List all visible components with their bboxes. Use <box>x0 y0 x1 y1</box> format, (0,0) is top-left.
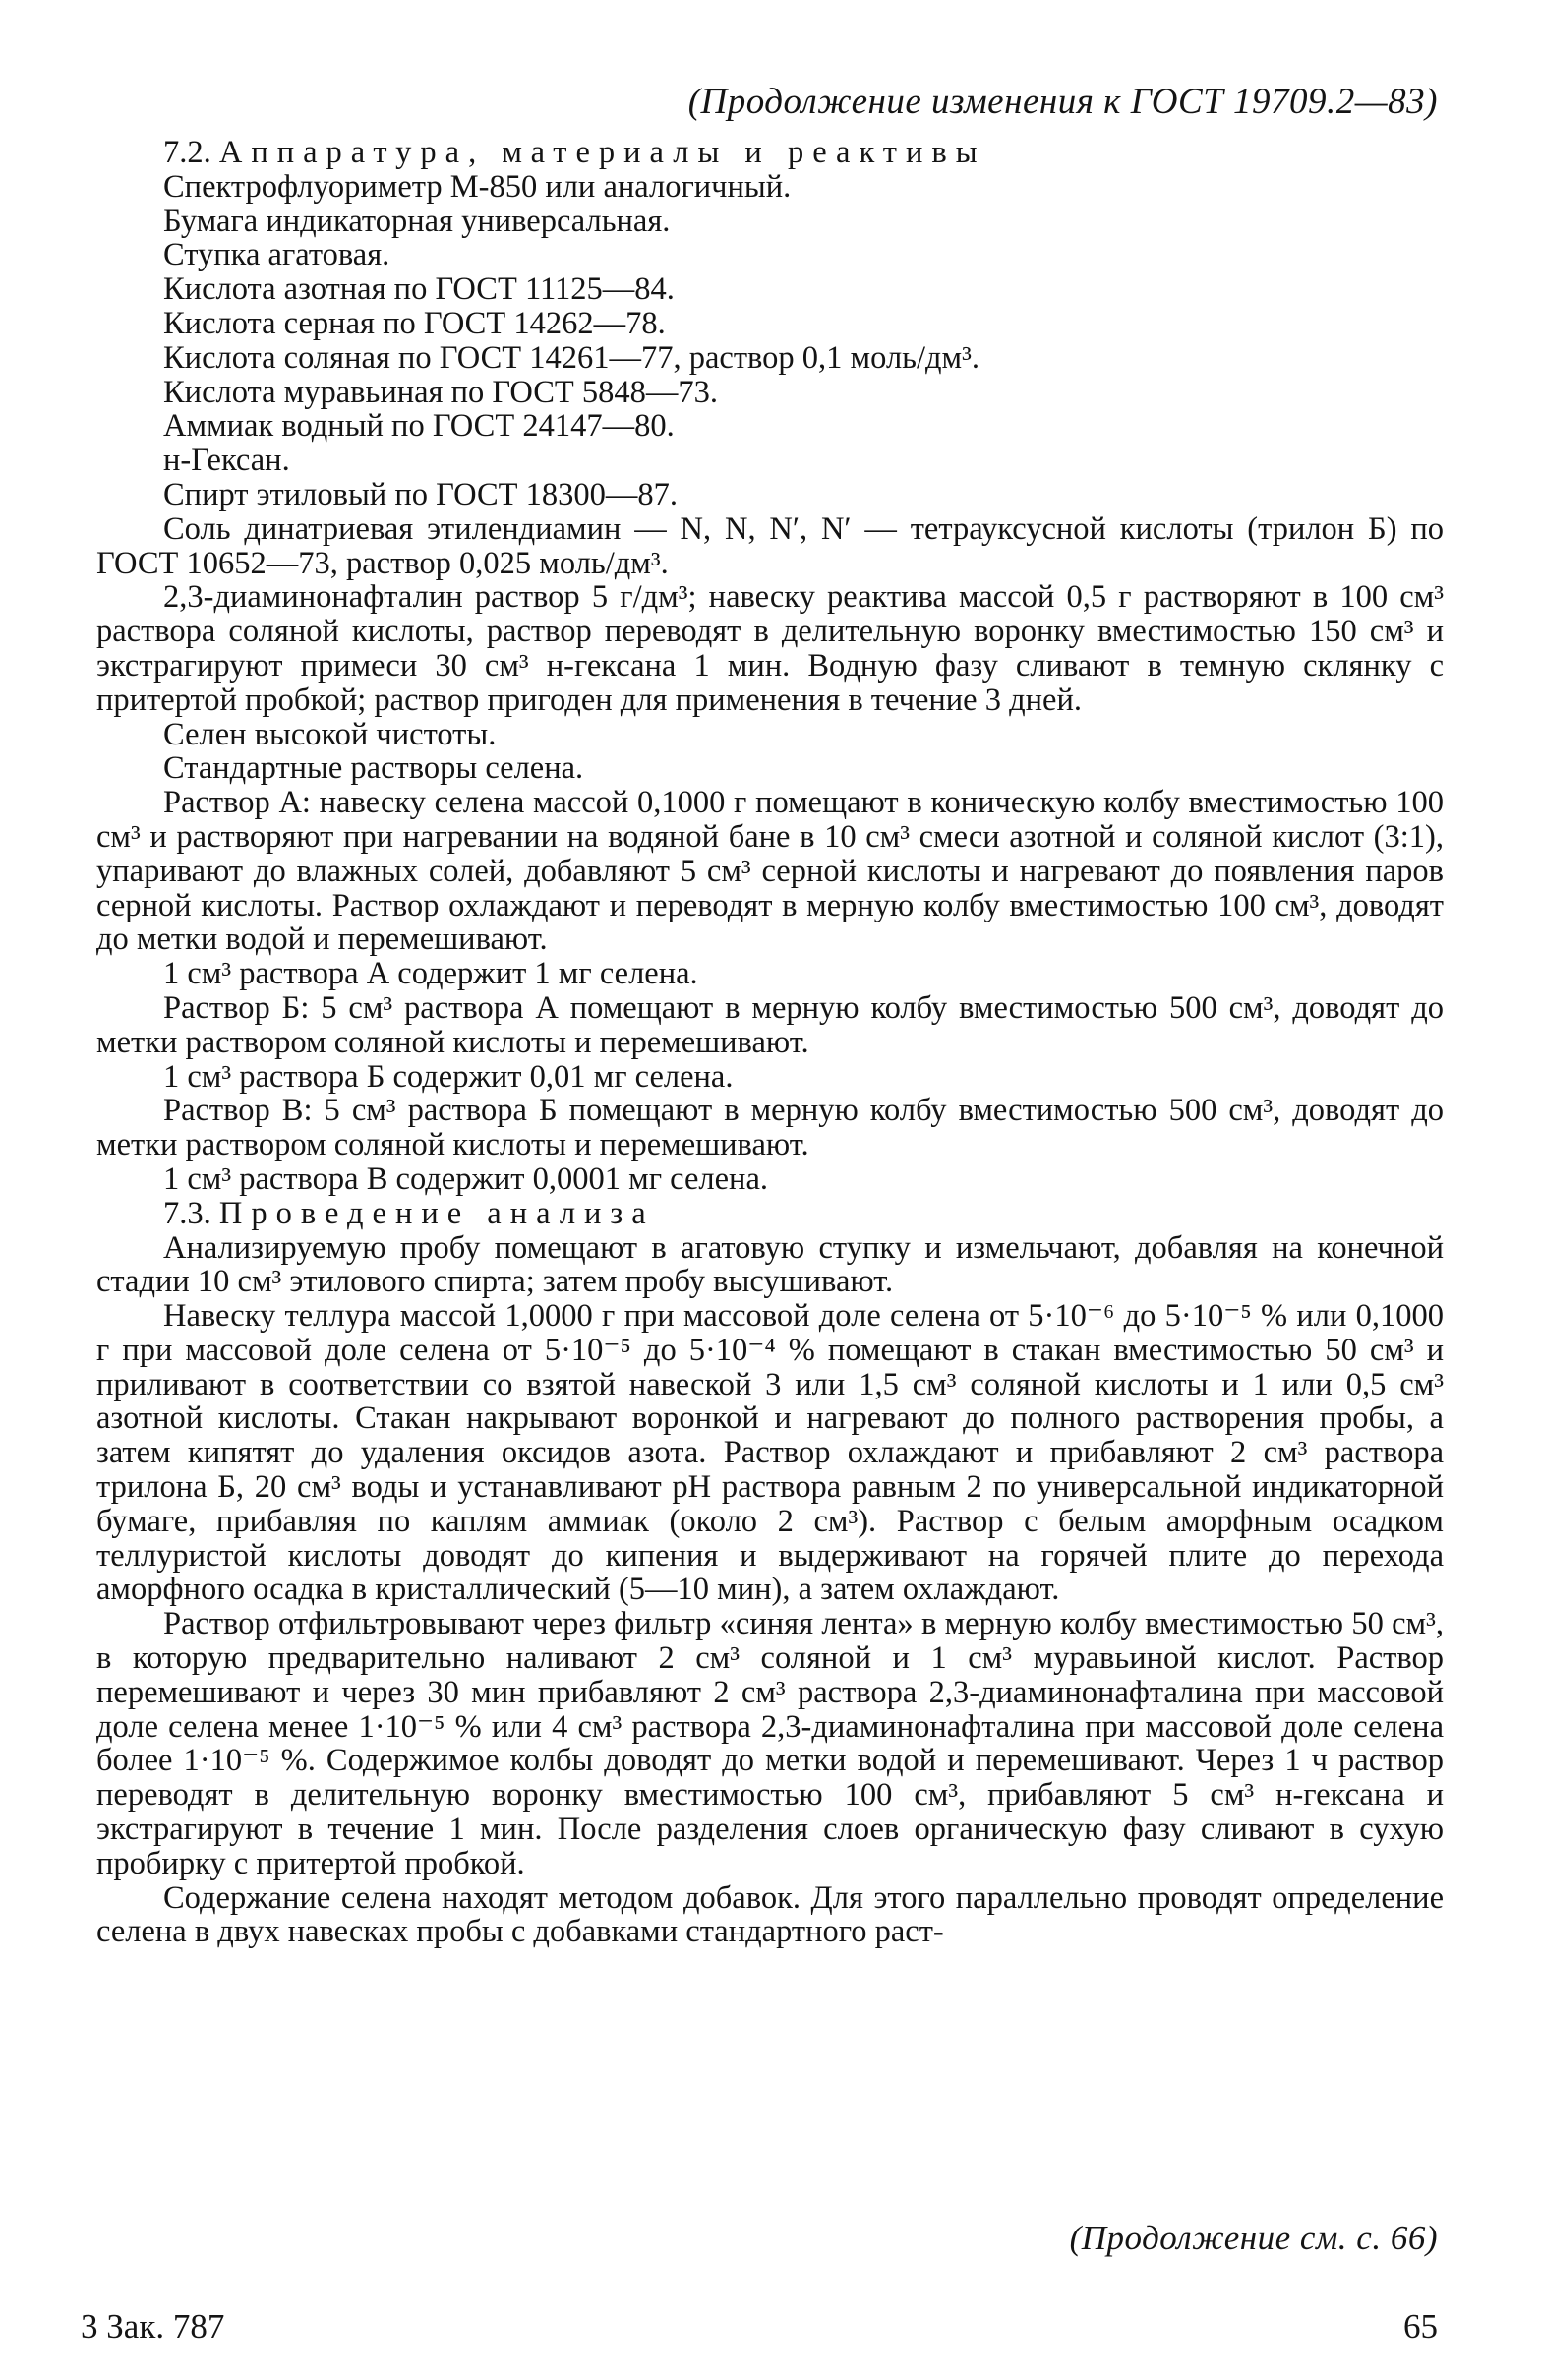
document-body <box>96 136 1444 1949</box>
paragraph: Ступка агатовая. <box>163 237 390 273</box>
page-header: (Продолжение изменения к ГОСТ 19709.2—83) <box>687 82 1438 122</box>
continuation-note: (Продолжение см. с. 66) <box>1069 2219 1438 2257</box>
section-heading-7-2 <box>96 136 1444 170</box>
paragraph: Кислота муравьиная по ГОСТ 5848—73. <box>163 374 719 410</box>
paragraph: Селен высокой чистоты. <box>163 716 497 752</box>
paragraph: Спектрофлуориметр М-850 или аналогичный. <box>163 168 792 205</box>
paragraph: Стандартные растворы селена. <box>163 750 584 787</box>
paragraph: 1 см³ раствора В содержит 0,0001 мг селена. <box>163 1160 768 1197</box>
paragraph: Раствор А: навеску селена массой 0,1000 г помещают в коническую колбу вместимостью 100 см³ и растворяют при нагревании на водяной бане в 10 см³ смеси азотной и соляной кислот (3:1), упаривают до влажных солей, добавляют 5 см³ серной кислоты и нагревают до появления паров серной кислоты. Раствор охлаждают и переводят в мерную колбу вместимостью 100 см³, доводят до метки водой и перемешивают. <box>96 785 1444 958</box>
paragraph: 2,3-диаминонафталин раствор 5 г/дм³; навеску реактива массой 0,5 г растворяют в 100 см³ раствора соляной кислоты, раствор переводят в делительную воронку вместимостью 150 см³ и экстрагируют примеси 30 см³ н-гексана 1 мин. Водную фазу сливают в темную склянку с притертой пробкой; раствор пригоден для применения в течение 3 дней. <box>96 579 1444 718</box>
paragraph: Бумага индикаторная универсальная. <box>163 203 671 239</box>
paragraph: Кислота соляная по ГОСТ 14261—77, раствор 0,1 моль/дм³. <box>163 339 979 376</box>
section-number: 7.2. <box>163 135 211 170</box>
section-number: 7.3. <box>163 1195 211 1231</box>
paragraph: Раствор В: 5 см³ раствора Б помещают в мерную колбу вместимостью 500 см³, доводят до метки раствором соляной кислоты и перемешивают. <box>96 1093 1444 1163</box>
paragraph: Раствор Б: 5 см³ раствора А помещают в мерную колбу вместимостью 500 см³, доводят до метки раствором соляной кислоты и перемешивают. <box>96 989 1444 1060</box>
section-heading-7-3 <box>96 1197 1444 1231</box>
paragraph: Кислота серная по ГОСТ 14262—78. <box>163 305 666 341</box>
paragraph: Навеску теллура массой 1,0000 г при массовой доле селена от 5·10⁻⁶ до 5·10⁻⁵ % или 0,1000 г при массовой доле селена от 5·10⁻⁵ до 5·10⁻⁴ % помещают в стакан вместимостью 50 см³ и приливают в соответствии со взятой навеской 3 или 1,5 см³ соляной кислоты и 1 или 0,5 см³ азотной кислоты. Стакан накрывают воронкой и нагревают до полного растворения пробы, а затем кипятят до удаления оксидов азота. Раствор охлаждают и прибавляют 2 см³ раствора трилона Б, 20 см³ воды и устанавливают pH раствора равным 2 по универсальной индикаторной бумаге, прибавляя по каплям аммиак (около 2 см³). Раствор с белым аморфным осадком теллуристой кислоты доводят до кипения и выдерживают на горячей плите до перехода аморфного осадка в кристаллический (5—10 мин), а затем охлаждают. <box>96 1298 1444 1608</box>
paragraph: Кислота азотная по ГОСТ 11125—84. <box>163 271 675 308</box>
paragraph: Спирт этиловый по ГОСТ 18300—87. <box>163 476 678 512</box>
paragraph: 1 см³ раствора Б содержит 0,01 мг селена. <box>163 1058 734 1095</box>
order-number: 3 Зак. 787 <box>81 2307 225 2346</box>
section-title: Проведение анализа <box>218 1195 655 1231</box>
paragraph: Содержание селена находят методом добавок. Для этого параллельно проводят определение селена в двух навесках пробы с добавками стандартного раст- <box>96 1879 1444 1950</box>
paragraph: Анализируемую пробу помещают в агатовую ступку и измельчают, добавляя на конечной стадии 10 см³ этилового спирта; затем пробу высушивают. <box>96 1229 1444 1300</box>
page-number: 65 <box>1403 2307 1438 2346</box>
paragraph: Соль динатриевая этилендиамин — N, N, N′, N′ — тетрауксусной кислоты (трилон Б) по ГОСТ 10652—73, раствор 0,025 моль/дм³. <box>96 510 1444 581</box>
paragraph: 1 см³ раствора А содержит 1 мг селена. <box>163 956 698 992</box>
paragraph: н-Гексан. <box>163 443 290 479</box>
section-title: Аппаратура, материалы и реактивы <box>218 135 986 170</box>
paragraph: Раствор отфильтровывают через фильтр «синяя лента» в мерную колбу вместимостью 50 см³, в которую предварительно наливают 2 см³ соляной и 1 см³ муравьиной кислот. Раствор перемешивают и через 30 мин прибавляют 2 см³ раствора 2,3-диаминонафталина при массовой доле селена менее 1·10⁻⁵ % или 4 см³ раствора 2,3-диаминонафталина при массовой доле селена более 1·10⁻⁵ %. Содержимое колбы доводят до метки водой и перемешивают. Через 1 ч раствор переводят в делительную воронку вместимостью 100 см³, прибавляют 5 см³ н-гексана и экстрагируют в течение 1 мин. После разделения слоев органическую фазу сливают в сухую пробирку с притертой пробкой. <box>96 1606 1444 1881</box>
paragraph: Аммиак водный по ГОСТ 24147—80. <box>163 408 675 445</box>
